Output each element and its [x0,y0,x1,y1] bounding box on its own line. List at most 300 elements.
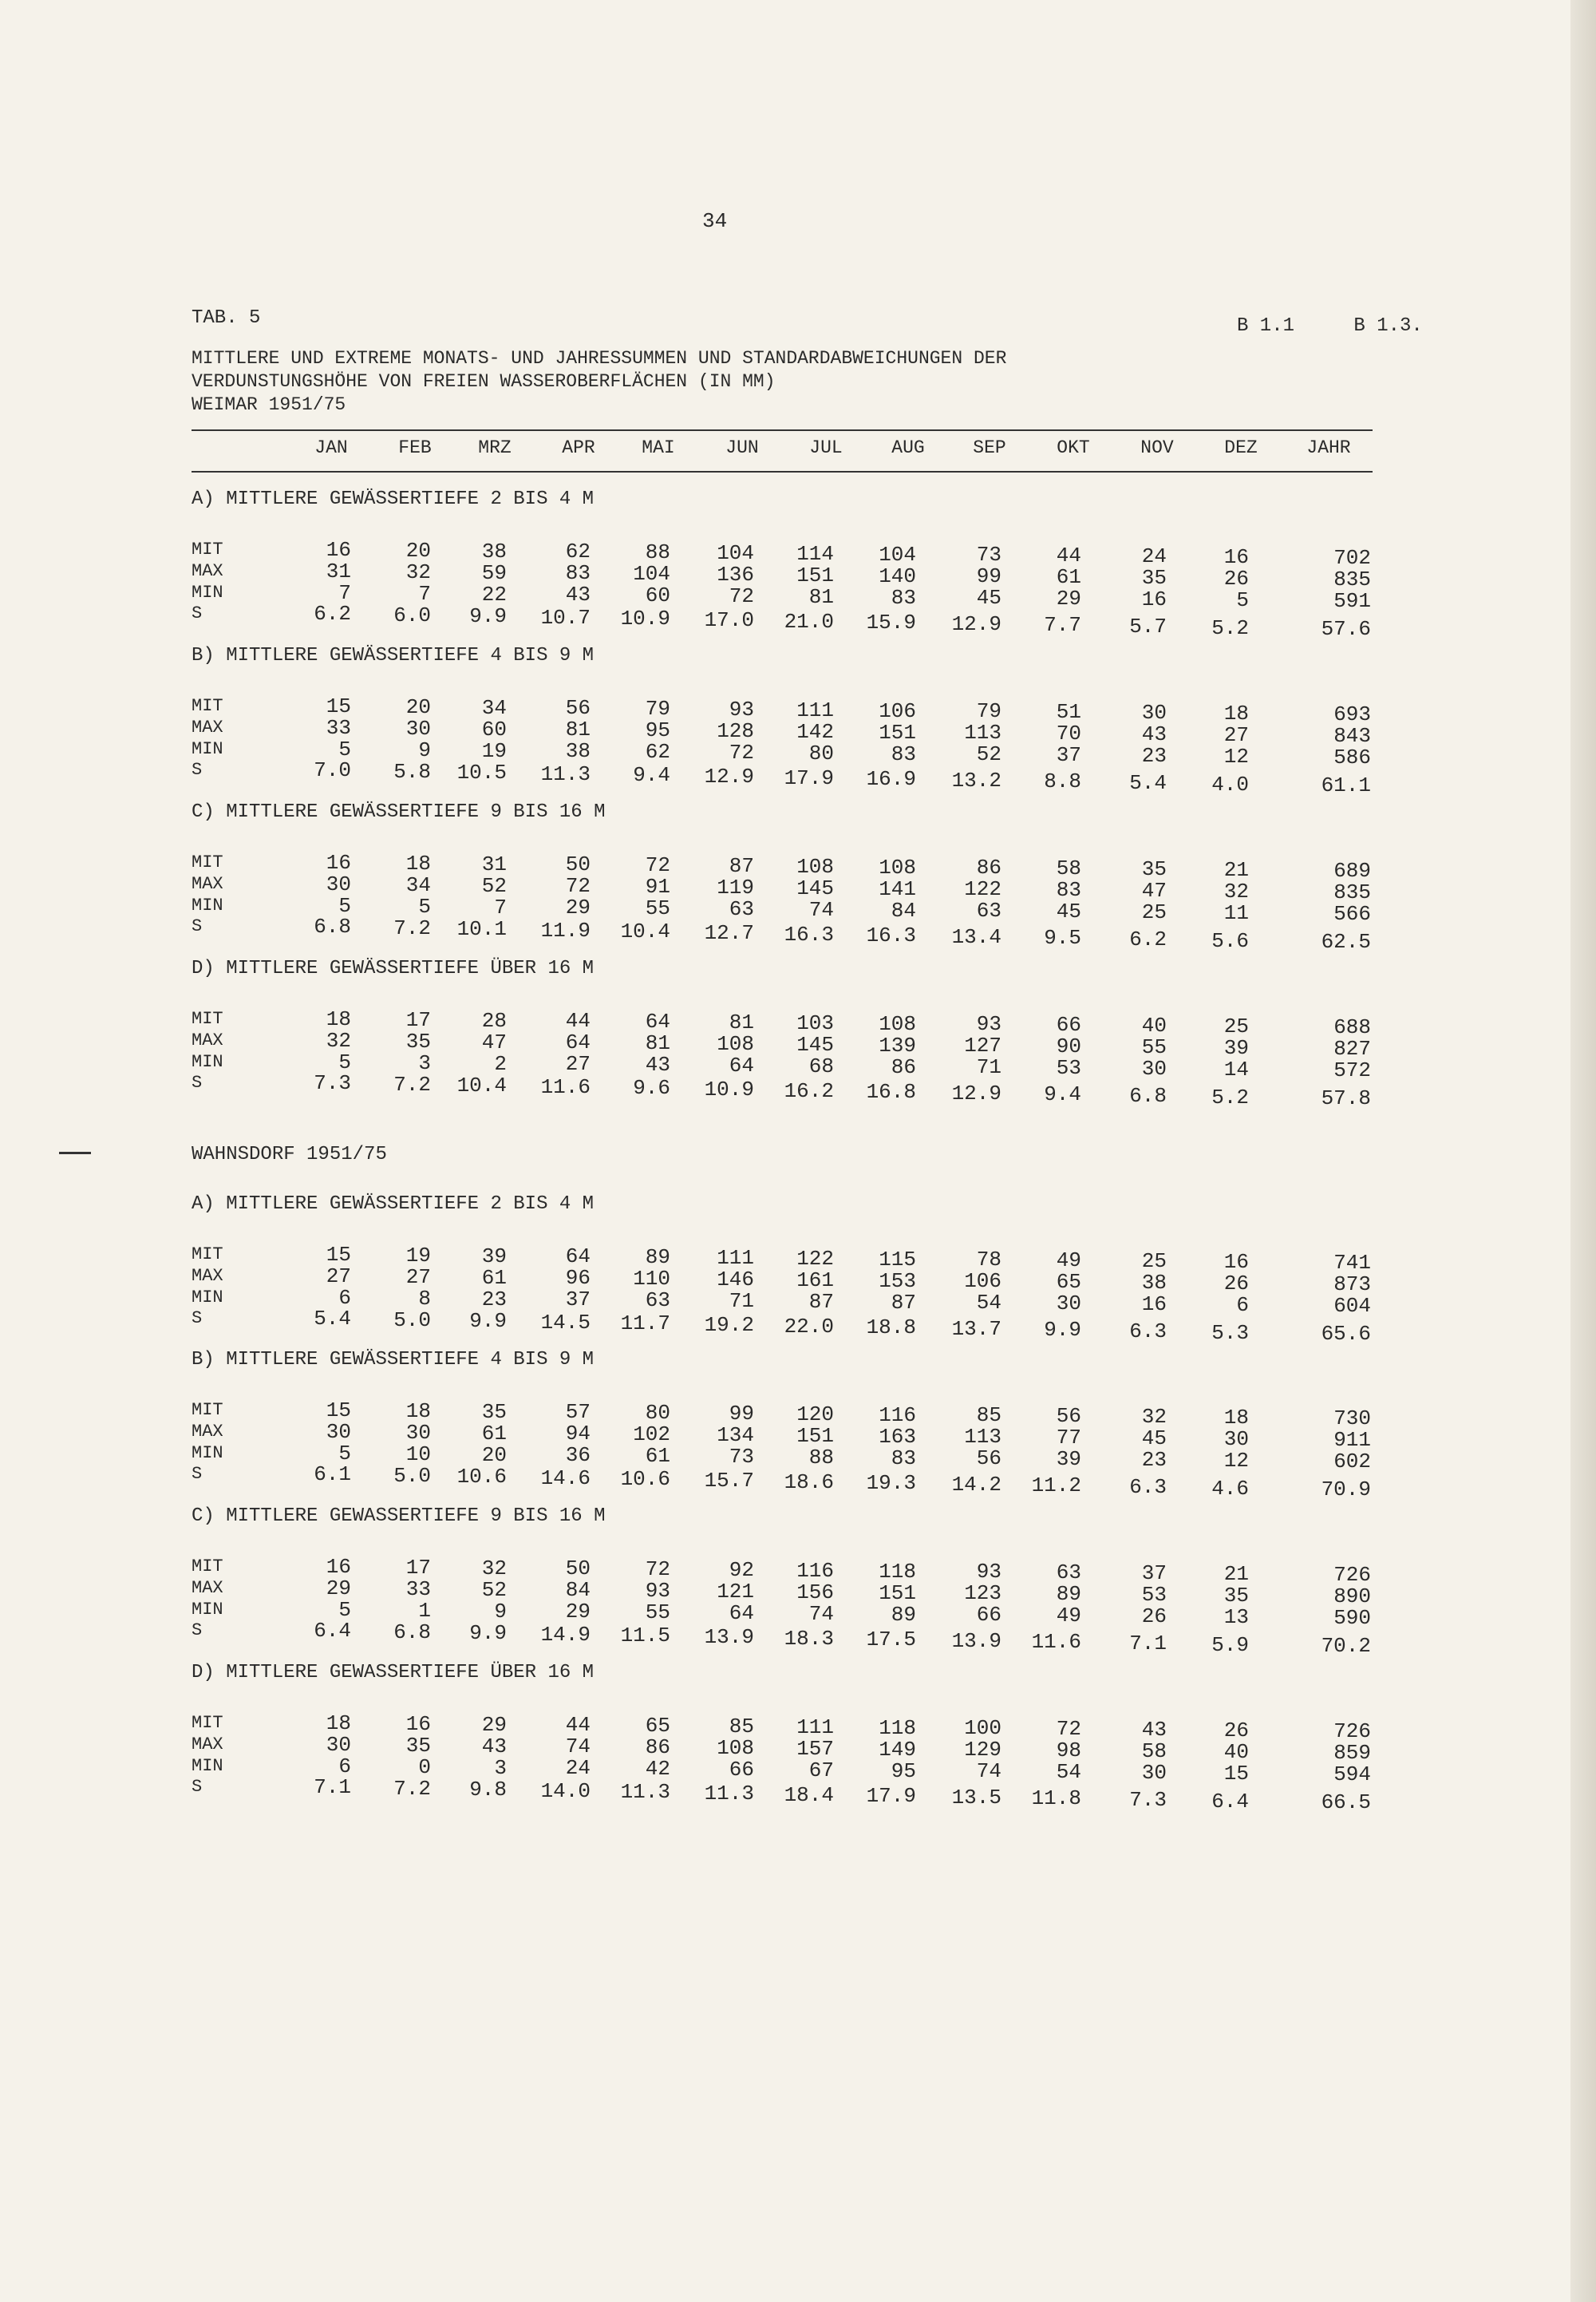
table-cell: 128 [717,719,754,743]
table-cell: 81 [729,1011,754,1034]
table-cell: 6.3 [1129,1475,1167,1499]
table-cell: 9.9 [469,604,507,628]
table-cell: 16.2 [784,1079,834,1103]
table-cell: 911 [1333,1428,1371,1452]
table-cell: 53 [1056,1056,1081,1080]
table-cell: 153 [879,1269,916,1293]
table-cell: 64 [565,1030,591,1054]
table-cell: 11.6 [540,1075,591,1099]
table-cell: 37 [1056,743,1081,767]
table-cell: 145 [796,876,834,900]
table-cell: 104 [879,543,916,567]
table-cell: 108 [717,1032,754,1056]
table-cell: 43 [481,1734,507,1758]
table-cell: 55 [645,896,670,920]
table-row [0,915,1570,954]
table-cell: 602 [1333,1450,1371,1473]
table-cell: 61 [1056,565,1081,589]
table-cell: 9.8 [469,1778,507,1802]
table-cell: 5.0 [393,1308,431,1332]
table-cell: 12 [1223,745,1249,769]
table-cell: 27 [326,1264,351,1288]
table-cell: 604 [1333,1294,1371,1318]
column-header: JAN [314,437,348,458]
table-row [0,1050,1570,1082]
page-edge [1570,0,1596,2302]
table-cell: 7.1 [1129,1632,1167,1655]
table-cell: 103 [796,1011,834,1035]
table-cell: 7 [494,896,507,920]
row-label: S [192,916,203,936]
table-cell: 127 [964,1034,1001,1058]
table-cell: 11.2 [1031,1473,1081,1497]
table-cell: 5 [338,1598,351,1622]
table-cell: 32 [481,1556,507,1580]
table-cell: 16.9 [866,767,916,791]
table-cell: 36 [565,1443,591,1467]
column-header: FEB [398,437,432,458]
table-cell: 157 [796,1737,834,1761]
table-cell: 139 [879,1034,916,1058]
table-cell: 44 [565,1009,591,1033]
table-cell: 72 [729,584,754,608]
ref-code: B 1.3. [1353,315,1423,337]
table-cell: 16 [326,538,351,562]
table-cell: 24 [565,1756,591,1780]
table-cell: 18 [1223,1406,1249,1430]
table-cell: 72 [1056,1717,1081,1741]
table-cell: 19.2 [704,1313,754,1337]
table-row [0,758,1570,797]
table-row [0,1619,1570,1658]
table-cell: 12.9 [704,765,754,789]
table-cell: 89 [1056,1582,1081,1606]
table-cell: 60 [481,718,507,742]
table-cell: 7.1 [314,1775,351,1799]
table-cell: 81 [565,718,591,742]
table-cell: 19.3 [866,1471,916,1495]
table-cell: 6.2 [1129,928,1167,951]
table-cell: 118 [879,1716,916,1740]
table-cell: 12.7 [704,921,754,945]
table-cell: 21 [1223,858,1249,882]
table-cell: 13.5 [951,1786,1001,1810]
table-cell: 9.4 [633,763,670,787]
table-cell: 5.6 [1211,929,1249,953]
row-label: MAX [192,1030,223,1050]
table-row [0,1442,1570,1473]
table-cell: 114 [796,542,834,566]
table-cell: 34 [481,696,507,720]
table-cell: 3 [418,1051,431,1075]
row-label: MAX [192,1578,223,1598]
table-cell: 7.0 [314,758,351,782]
table-cell: 11 [1223,901,1249,925]
table-cell: 87 [729,854,754,878]
table-cell: 30 [1056,1291,1081,1315]
table-cell: 65.6 [1321,1322,1371,1346]
table-cell: 43 [645,1053,670,1077]
table-cell: 11.8 [1031,1786,1081,1810]
table-cell: 113 [964,1425,1001,1449]
table-cell: 35 [1223,1584,1249,1608]
table-cell: 12.9 [951,1082,1001,1106]
table-cell: 29 [565,896,591,920]
table-cell: 55 [645,1600,670,1624]
row-label: S [192,1777,203,1797]
table-cell: 13.7 [951,1317,1001,1341]
station-title: WAHNSDORF 1951/75 [192,1144,387,1165]
table-cell: 24 [1141,544,1167,568]
table-cell: 18.6 [784,1470,834,1494]
table-cell: 45 [1056,900,1081,924]
table-cell: 6.2 [314,602,351,626]
table-cell: 90 [1056,1034,1081,1058]
table-cell: 30 [326,1733,351,1757]
table-cell: 70 [1056,722,1081,746]
column-header: JUL [809,437,843,458]
table-cell: 9.4 [1044,1082,1081,1106]
table-cell: 63 [729,897,754,921]
table-cell: 73 [976,543,1001,567]
table-cell: 66 [1056,1013,1081,1037]
table-cell: 83 [891,1446,916,1470]
table-cell: 32 [405,560,431,584]
table-cell: 5.9 [1211,1633,1249,1657]
table-cell: 88 [645,540,670,564]
table-cell: 22.0 [784,1315,834,1339]
table-row [0,1420,1570,1452]
table-cell: 156 [796,1580,834,1604]
table-cell: 27 [1223,723,1249,747]
table-cell: 74 [976,1759,1001,1783]
table-cell: 5.4 [314,1307,351,1331]
table-cell: 59 [481,561,507,585]
row-label: MIT [192,696,223,716]
header-bottom-rule [192,471,1373,473]
table-cell: 25 [1223,1015,1249,1038]
table-row [0,1576,1570,1608]
table-cell: 15 [1223,1762,1249,1786]
table-cell: 37 [1141,1561,1167,1585]
table-cell: 35 [481,1400,507,1424]
table-cell: 42 [645,1757,670,1781]
column-header: SEP [973,437,1006,458]
section-title: D) MITTLERE GEWASSERTIEFE ÜBER 16 M [192,1662,595,1683]
table-cell: 827 [1333,1037,1371,1061]
table-cell: 96 [565,1266,591,1290]
table-row [0,581,1570,613]
table-cell: 6 [338,1286,351,1310]
table-cell: 146 [717,1268,754,1291]
table-cell: 58 [1056,856,1081,880]
table-cell: 9.9 [469,1309,507,1333]
table-cell: 726 [1333,1563,1371,1587]
column-header: DEZ [1224,437,1258,458]
table-cell: 25 [1141,900,1167,924]
table-cell: 29 [326,1576,351,1600]
table-cell: 17.9 [866,1784,916,1808]
table-cell: 572 [1333,1058,1371,1082]
table-cell: 99 [976,564,1001,588]
table-cell: 10 [405,1442,431,1466]
table-cell: 83 [565,561,591,585]
table-row [0,1754,1570,1786]
table-cell: 6 [338,1754,351,1778]
table-cell: 31 [481,852,507,876]
ref-code: B 1.1 [1237,315,1295,337]
table-cell: 5.0 [393,1464,431,1488]
table-cell: 26 [1223,1272,1249,1295]
row-label: MAX [192,874,223,894]
table-cell: 11.9 [540,919,591,943]
table-cell: 15 [326,694,351,718]
table-cell: 43 [1141,1718,1167,1742]
table-cell: 15 [326,1398,351,1422]
table-cell: 6.1 [314,1462,351,1486]
row-label: S [192,1308,203,1328]
table-cell: 6.0 [393,603,431,627]
table-row [0,1007,1570,1039]
row-label: S [192,603,203,623]
table-cell: 835 [1333,568,1371,591]
table-cell: 68 [808,1054,834,1078]
table-cell: 51 [1056,700,1081,724]
row-label: MAX [192,718,223,738]
table-cell: 6.4 [1211,1790,1249,1814]
table-cell: 85 [729,1715,754,1738]
table-cell: 30 [405,1421,431,1445]
table-cell: 63 [645,1288,670,1312]
table-row [0,894,1570,926]
table-cell: 121 [717,1580,754,1604]
table-cell: 14.5 [540,1311,591,1335]
table-cell: 122 [796,1247,834,1271]
table-cell: 86 [645,1735,670,1759]
table-cell: 32 [326,1029,351,1053]
column-header: MRZ [478,437,512,458]
table-row [0,1398,1570,1430]
table-cell: 14.9 [540,1623,591,1647]
row-label: MIT [192,852,223,872]
table-cell: 93 [976,1560,1001,1584]
table-cell: 6.8 [393,1620,431,1644]
section-title: B) MITTLERE GEWÄSSERTIEFE 4 BIS 9 M [192,1349,595,1371]
table-row [0,851,1570,883]
table-cell: 10.9 [620,607,670,631]
column-header: OKT [1057,437,1090,458]
table-cell: 890 [1333,1584,1371,1608]
table-cell: 74 [808,898,834,922]
table-cell: 47 [481,1030,507,1054]
table-cell: 14.0 [540,1779,591,1803]
table-cell: 9 [494,1600,507,1624]
table-cell: 120 [796,1402,834,1426]
table-cell: 87 [891,1291,916,1315]
table-cell: 73 [729,1445,754,1469]
table-cell: 71 [976,1055,1001,1079]
table-cell: 87 [808,1290,834,1314]
table-cell: 39 [1223,1036,1249,1060]
table-cell: 52 [976,742,1001,766]
table-cell: 693 [1333,702,1371,726]
table-cell: 50 [565,852,591,876]
table-cell: 29 [481,1713,507,1737]
row-label: MAX [192,1266,223,1286]
table-row [0,1243,1570,1275]
table-row [0,560,1570,591]
table-cell: 141 [879,877,916,901]
row-label: MIN [192,1287,223,1307]
table-cell: 57.6 [1321,617,1371,641]
table-cell: 10.1 [456,917,507,941]
table-cell: 859 [1333,1741,1371,1765]
row-label: MIT [192,1400,223,1420]
table-cell: 88 [808,1446,834,1469]
table-cell: 17.5 [866,1628,916,1651]
table-cell: 56 [976,1446,1001,1470]
row-label: MAX [192,1734,223,1754]
table-cell: 80 [808,742,834,765]
table-row [0,1462,1570,1501]
column-header: APR [562,437,595,458]
table-cell: 56 [565,696,591,720]
table-cell: 57 [565,1400,591,1424]
table-cell: 108 [796,855,834,879]
table-cell: 12 [1223,1449,1249,1473]
table-cell: 9.6 [633,1076,670,1100]
table-cell: 23 [1141,744,1167,768]
table-cell: 108 [879,1012,916,1036]
row-label: MIN [192,1443,223,1463]
table-row [0,1711,1570,1743]
reference-codes [1189,315,1423,337]
table-row [0,1598,1570,1630]
table-cell: 594 [1333,1762,1371,1786]
table-cell: 9.5 [1044,926,1081,950]
table-cell: 30 [1223,1427,1249,1451]
section-title: A) MITTLERE GEWÄSSERTIEFE 2 BIS 4 M [192,1193,595,1215]
table-row [0,1264,1570,1296]
table-cell: 6.4 [314,1619,351,1643]
table-cell: 21 [1223,1562,1249,1586]
table-row [0,1286,1570,1318]
table-cell: 58 [1141,1739,1167,1763]
table-cell: 145 [796,1033,834,1057]
table-cell: 64 [729,1054,754,1078]
table-cell: 140 [879,564,916,588]
table-cell: 77 [1056,1426,1081,1450]
table-cell: 4.6 [1211,1477,1249,1501]
table-cell: 79 [976,699,1001,723]
table-cell: 38 [1141,1271,1167,1295]
table-cell: 5.4 [1129,771,1167,795]
table-cell: 7.2 [393,1073,431,1097]
table-cell: 16.3 [866,924,916,947]
table-cell: 3 [494,1756,507,1780]
table-cell: 61 [481,1266,507,1290]
table-cell: 22 [481,583,507,607]
table-cell: 16 [1141,587,1167,611]
table-cell: 16 [1223,1250,1249,1274]
table-cell: 52 [481,874,507,898]
table-cell: 11.3 [620,1780,670,1804]
table-cell: 6.8 [314,915,351,939]
table-title [192,347,1389,417]
table-cell: 70.2 [1321,1634,1371,1658]
title-line: MITTLERE UND EXTREME MONATS- UND JAHRESSUMMEN UND STANDARDABWEICHUNGEN DER [192,348,1007,369]
table-cell: 18 [1223,702,1249,726]
table-cell: 20 [405,695,431,719]
table-cell: 28 [481,1009,507,1033]
table-cell: 54 [1056,1760,1081,1784]
header-top-rule [192,429,1373,431]
table-cell: 83 [891,742,916,766]
table-cell: 62 [565,540,591,564]
table-cell: 55 [1141,1035,1167,1059]
table-cell: 13.9 [704,1625,754,1649]
table-cell: 16 [326,851,351,875]
table-cell: 72 [645,853,670,877]
table-cell: 30 [1141,1057,1167,1081]
table-row [0,1733,1570,1765]
row-label: MIT [192,1009,223,1029]
table-cell: 38 [565,739,591,763]
table-cell: 44 [565,1713,591,1737]
table-cell: 7 [338,581,351,605]
table-cell: 32 [1223,880,1249,904]
column-header: AUG [891,437,925,458]
table-cell: 16.3 [784,923,834,947]
table-cell: 27 [565,1052,591,1076]
table-cell: 31 [326,560,351,583]
table-cell: 23 [1141,1448,1167,1472]
table-cell: 1 [418,1599,431,1623]
table-cell: 18 [326,1711,351,1735]
table-cell: 30 [326,872,351,896]
table-cell: 122 [964,877,1001,901]
table-cell: 60 [645,583,670,607]
table-cell: 26 [1141,1604,1167,1628]
section-title: D) MITTLERE GEWÄSSERTIEFE ÜBER 16 M [192,958,595,979]
row-label: MIN [192,1052,223,1072]
page-number: 34 [702,209,728,233]
table-row [0,872,1570,904]
table-cell: 71 [729,1289,754,1313]
table-cell: 11.6 [1031,1630,1081,1654]
table-cell: 134 [717,1423,754,1447]
table-cell: 730 [1333,1406,1371,1430]
table-cell: 62.5 [1321,930,1371,954]
table-row [0,1307,1570,1346]
table-cell: 15 [326,1243,351,1267]
table-cell: 702 [1333,546,1371,570]
table-cell: 9.9 [1044,1318,1081,1342]
row-label: S [192,1073,203,1093]
table-cell: 116 [796,1559,834,1583]
title-line: VERDUNSTUNGSHÖHE VON FREIEN WASSEROBERFLÄCHEN (IN MM) [192,371,776,392]
table-cell: 34 [405,873,431,897]
table-cell: 53 [1141,1583,1167,1607]
table-cell: 40 [1223,1740,1249,1764]
table-cell: 12.9 [951,612,1001,636]
table-cell: 66.5 [1321,1790,1371,1814]
table-cell: 63 [1056,1560,1081,1584]
table-cell: 39 [1056,1447,1081,1471]
table-cell: 10.9 [704,1078,754,1102]
table-cell: 84 [565,1578,591,1602]
table-cell: 142 [796,720,834,744]
